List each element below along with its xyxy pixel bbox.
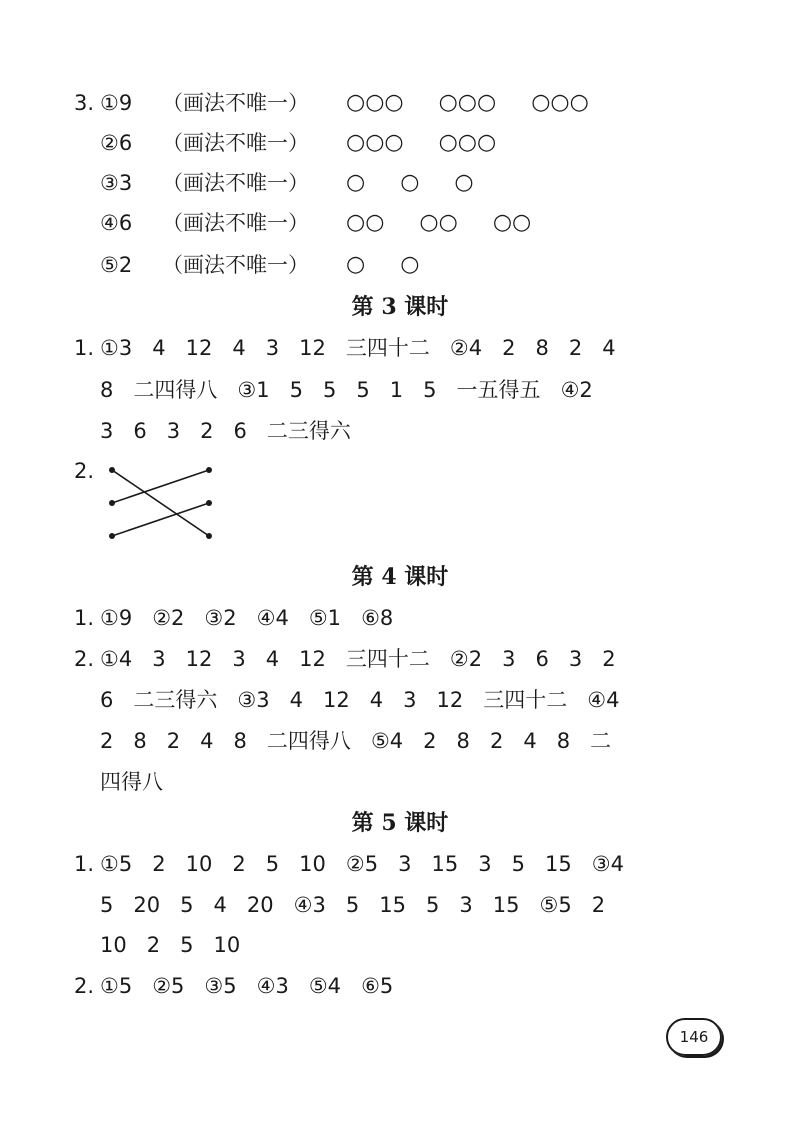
- lesson4-q2-line-4: 四得八: [100, 770, 163, 794]
- lesson5-q1-line-3: 10 2 5 10: [100, 933, 241, 957]
- page-number: 146: [679, 1028, 709, 1046]
- lesson3-q1-line-3: 3 6 3 2 6 二三得六: [100, 419, 351, 443]
- match-dot: [109, 500, 115, 506]
- lesson3-q1-label: 1.: [74, 336, 95, 360]
- q3-item-3: ③3: [100, 171, 133, 195]
- q3-item-2: ②6: [100, 131, 133, 155]
- q3-note-4: （画法不唯一）: [162, 211, 309, 235]
- lesson4-q2-label: 2.: [74, 647, 95, 671]
- match-dot: [206, 467, 212, 473]
- lesson4-q2-line-3: 2 8 2 4 8 二四得八 ⑤4 2 8 2 4 8 二: [100, 729, 612, 753]
- circle-group: ○: [346, 252, 366, 277]
- circle-group: ○○: [419, 210, 458, 235]
- circle-group: ○○○: [531, 90, 589, 115]
- circle-group: ○○○: [346, 90, 404, 115]
- q3-item-5: ⑤2: [100, 253, 133, 277]
- circle-groups-1: [346, 88, 589, 118]
- lesson3-q1-line-1: ①3 4 12 4 3 12 三四十二 ②4 2 8 2 4: [100, 336, 616, 360]
- circle-groups-3: [346, 168, 474, 198]
- q3-label: 3.: [74, 91, 95, 115]
- q3-note-1: （画法不唯一）: [162, 91, 309, 115]
- lesson4-q1-label: 1.: [74, 606, 95, 630]
- lesson5-q1-line-2: 5 20 5 4 20 ④3 5 15 5 3 15 ⑤5 2: [100, 893, 606, 917]
- circle-groups-4: [346, 208, 531, 238]
- lesson5-title: 第 5 课时: [351, 810, 449, 836]
- lesson5-q2-line-1: ①5 ②5 ③5 ④3 ⑤4 ⑥5: [100, 974, 394, 998]
- lesson4-q1-line-1: ①9 ②2 ③2 ④4 ⑤1 ⑥8: [100, 606, 394, 630]
- lesson3-q1-line-2: 8 二四得八 ③1 5 5 5 1 5 一五得五 ④2: [100, 378, 593, 402]
- match-dot: [109, 533, 115, 539]
- lesson5-q1-line-1: ①5 2 10 2 5 10 ②5 3 15 3 5 15 ③4: [100, 852, 624, 876]
- q3-note-3: （画法不唯一）: [162, 171, 309, 195]
- match-dot: [109, 467, 115, 473]
- circle-group: ○○○: [346, 130, 404, 155]
- q3-note-5: （画法不唯一）: [162, 253, 309, 277]
- circle-group: ○: [346, 170, 366, 195]
- circle-group: ○○○: [438, 90, 497, 115]
- match-line: [112, 503, 209, 536]
- circle-groups-5: [346, 250, 419, 280]
- circle-group: ○○: [492, 210, 532, 235]
- page-number-badge: [666, 1018, 722, 1056]
- circle-group: ○: [400, 252, 420, 277]
- lesson4-title: 第 4 课时: [351, 564, 449, 590]
- q3-note-2: （画法不唯一）: [162, 131, 309, 155]
- q3-item-1: [100, 88, 132, 118]
- match-line: [112, 470, 209, 503]
- circle-group: ○: [400, 170, 420, 195]
- circle-groups-2: [346, 128, 496, 158]
- circle-group: ○: [454, 170, 474, 195]
- lesson4-q2-line-2: 6 二三得六 ③3 4 12 4 3 12 三四十二 ④4: [100, 688, 620, 712]
- circle-group: ○○○: [438, 130, 497, 155]
- match-dot: [206, 533, 212, 539]
- lesson5-q1-label: 1.: [74, 852, 95, 876]
- circle-group: ○○: [346, 210, 385, 235]
- match-dot: [206, 500, 212, 506]
- item-text: ①9: [100, 91, 133, 115]
- lesson3-title: 第 3 课时: [351, 294, 449, 320]
- lesson3-q2-label: 2.: [74, 459, 95, 483]
- lesson5-q2-label: 2.: [74, 974, 95, 998]
- q3-item-4: ④6: [100, 211, 133, 235]
- lesson4-q2-line-1: ①4 3 12 3 4 12 三四十二 ②2 3 6 3 2: [100, 647, 616, 671]
- match-line: [112, 470, 209, 536]
- matching-lines-diagram: [104, 460, 219, 545]
